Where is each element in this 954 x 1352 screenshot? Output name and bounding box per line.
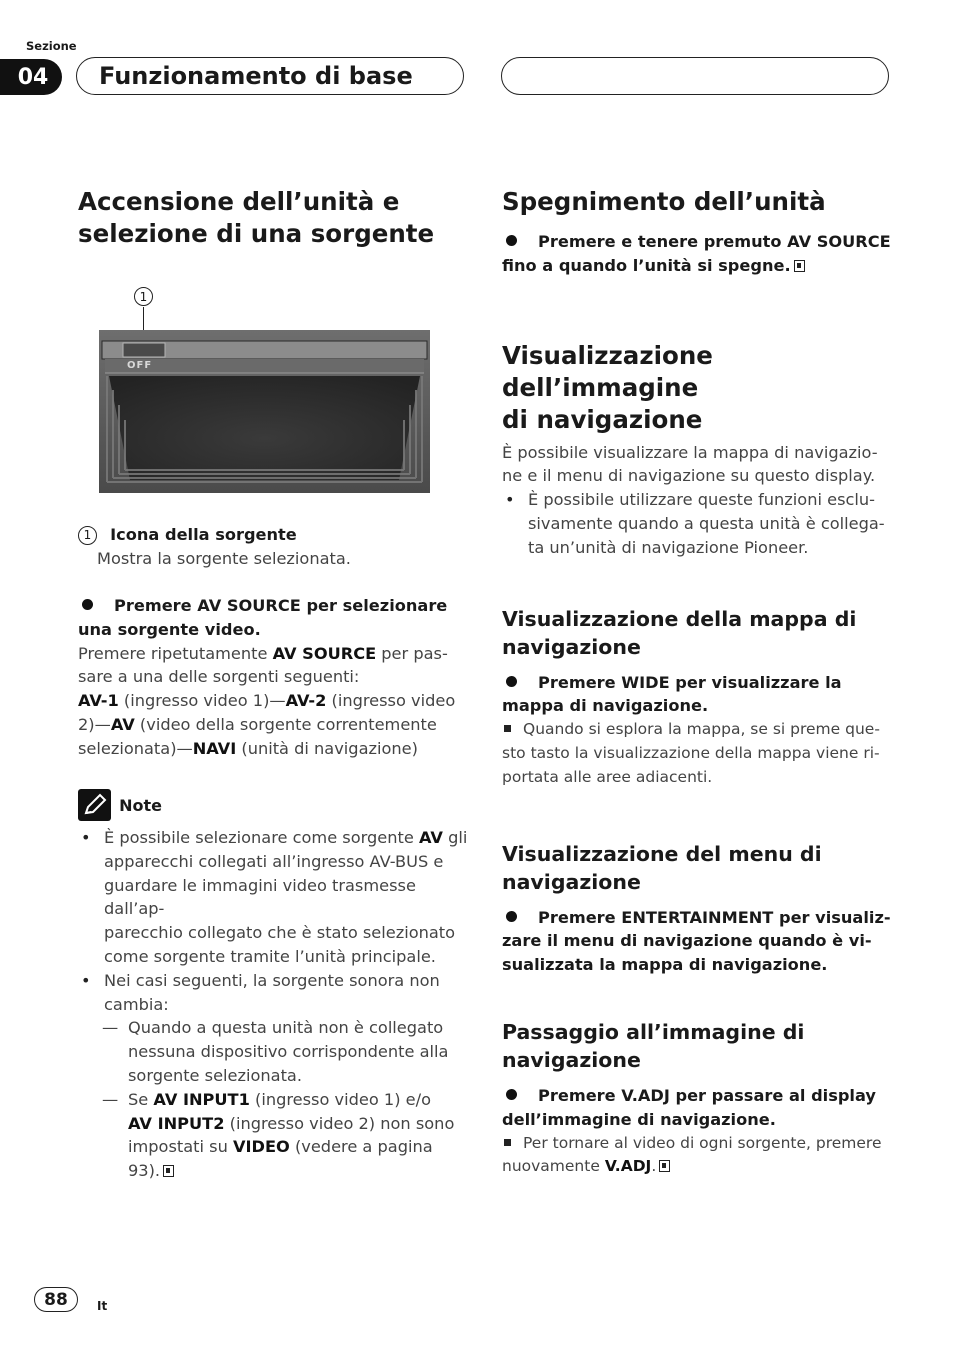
subsection-title: Passaggio all’immagine di (502, 1019, 805, 1044)
left-step-line2: una sorgente video. (78, 619, 261, 639)
subsection-title: Visualizzazione del menu di (502, 841, 822, 866)
left-title-line2: selezione di una sorgente (78, 219, 435, 248)
section-title: Funzionamento di base (76, 57, 464, 95)
text: (ingresso video (326, 691, 456, 711)
step-text: Premere WIDE per visualizzare la (538, 672, 842, 692)
source-label: NAVI (192, 738, 237, 758)
text: parecchio collegato che è stato selezionato (104, 923, 456, 943)
nav-image-section (502, 340, 894, 560)
text: (video della sorgente correntemente (134, 714, 437, 734)
text: Premere ripetutamente (78, 643, 273, 663)
nav-image-title: Visualizzazione dell’immagine (502, 340, 713, 402)
step-text: fino a quando l’unità si spegne. (502, 255, 791, 275)
key-label: V.ADJ (604, 1157, 652, 1176)
text: È possibile visualizzare la mappa di navigazio- (502, 442, 878, 462)
source-label: AV (418, 828, 443, 847)
header-empty-pill (501, 57, 889, 95)
text: . (651, 1157, 657, 1176)
left-title-line1: Accensione dell’unità e (78, 187, 400, 216)
source-label: AV-1 (78, 691, 119, 711)
note-item (78, 969, 470, 1017)
step-bullet-icon (82, 599, 93, 610)
note-square-icon (504, 1139, 511, 1146)
step-bullet-icon (506, 235, 517, 246)
text: impostati su (128, 1137, 233, 1157)
text: (ingresso video 2) non sono (224, 1113, 455, 1133)
section-label: Sezione (26, 39, 77, 53)
note-pencil-icon (78, 789, 111, 821)
text: 2)— (78, 714, 111, 734)
notes-list (78, 826, 470, 1183)
step-text: sualizzata la mappa di navigazione. (502, 955, 828, 975)
switch-nav-section (502, 1018, 894, 1179)
setting-label: AV INPUT1 (153, 1089, 250, 1109)
text: (ingresso video 1) e/o (249, 1089, 431, 1109)
text: È possibile selezionare come sorgente (104, 828, 419, 847)
text: • È possibile utilizzare queste funzioni esclu- (528, 490, 875, 510)
note-item (78, 826, 470, 969)
callout-marker: 1 (134, 287, 153, 306)
text: Se (128, 1089, 154, 1109)
text: Quando si esplora la mappa, se si preme que- (523, 720, 880, 739)
step-text: zare il menu di navigazione quando è vi- (502, 931, 872, 951)
figure-legend (78, 523, 468, 571)
step-bullet-icon (506, 676, 517, 687)
text: sivamente quando a questa unità è collega- (528, 513, 885, 533)
note-header (78, 789, 162, 821)
note-subitem (102, 1088, 470, 1183)
left-title (78, 186, 468, 250)
text: Per tornare al video di ogni sorgente, premere (523, 1133, 882, 1152)
text: nuovamente (502, 1157, 605, 1176)
text: guardare le immagini video trasmesse dall’ap- (104, 875, 416, 919)
text: nessuna dispositivo corrispondente alla (128, 1042, 449, 1062)
source-label: AV-2 (285, 691, 327, 711)
dash-mark: — (102, 1089, 119, 1109)
text: cambia: (104, 994, 169, 1014)
text: Quando a questa unità non è collegato (128, 1018, 444, 1038)
language-code: It (97, 1299, 108, 1313)
step-bullet-icon (506, 911, 517, 922)
end-mark-icon (163, 1165, 174, 1177)
page-number: 88 (34, 1287, 78, 1312)
text: ne e il menu di navigazione su questo display. (502, 466, 876, 486)
source-label: AV (110, 714, 135, 734)
subsection-title: navigazione (502, 634, 641, 659)
text: 93). (128, 1161, 161, 1181)
text: portata alle aree adiacenti. (502, 767, 713, 786)
section-number-badge: 04 (0, 59, 62, 95)
step-text: mappa di navigazione. (502, 696, 709, 716)
note-square-icon (504, 725, 511, 732)
end-mark-icon (659, 1160, 670, 1172)
screen-off-label: OFF (127, 360, 153, 371)
text: ta un’unità di navigazione Pioneer. (528, 537, 809, 557)
setting-label: AV INPUT2 (128, 1113, 225, 1133)
note-item (502, 488, 894, 559)
legend-description: Mostra la sorgente selezionata. (97, 548, 351, 568)
step-text: Premere e tenere premuto AV SOURCE (538, 232, 891, 251)
left-step-line1: Premere AV SOURCE per selezionare (114, 596, 448, 615)
text: apparecchi collegati all’ingresso AV-BUS e (104, 851, 444, 871)
nav-menu-section (502, 840, 894, 977)
step-text: Premere V.ADJ per passare al display (538, 1085, 876, 1105)
step-bullet-icon (506, 1089, 517, 1100)
display-screenshot (99, 330, 430, 493)
right-column (502, 186, 894, 1179)
setting-label: VIDEO (232, 1137, 290, 1157)
text: per pas- (376, 643, 448, 663)
subsection-title: navigazione (502, 869, 641, 894)
nav-map-section (502, 605, 894, 790)
text: (unità di navigazione) (236, 738, 418, 758)
shutdown-title: Spegnimento dell’unità (502, 187, 826, 216)
legend-title: Icona della sorgente (110, 525, 297, 544)
text: sare a una delle sorgenti seguenti: (78, 667, 360, 687)
text: (vedere a pagina (289, 1137, 433, 1157)
display-screen-graphic (99, 330, 430, 493)
note-subitem (102, 1016, 470, 1087)
text: sto tasto la visualizzazione della mappa viene ri- (502, 743, 880, 762)
step-text: Premere ENTERTAINMENT per visualiz- (538, 907, 891, 927)
nav-image-title: di navigazione (502, 404, 703, 434)
text: (ingresso video 1)— (118, 691, 286, 711)
end-mark-icon (794, 260, 805, 272)
text: come sorgente tramite l’unità principale. (104, 946, 436, 966)
subsection-title: Visualizzazione della mappa di (502, 606, 857, 631)
dash-mark: — (102, 1018, 119, 1038)
text: sorgente selezionata. (128, 1065, 302, 1085)
text: • Nei casi seguenti, la sorgente sonora non (104, 970, 440, 990)
legend-marker: 1 (78, 526, 97, 545)
text: gli (442, 828, 468, 847)
note-label: Note (119, 795, 162, 815)
text: selezionata)— (78, 738, 193, 758)
key-label: AV SOURCE (272, 643, 377, 663)
left-step (78, 594, 468, 761)
step-text: dell’immagine di navigazione. (502, 1109, 776, 1129)
subsection-title: navigazione (502, 1047, 641, 1072)
